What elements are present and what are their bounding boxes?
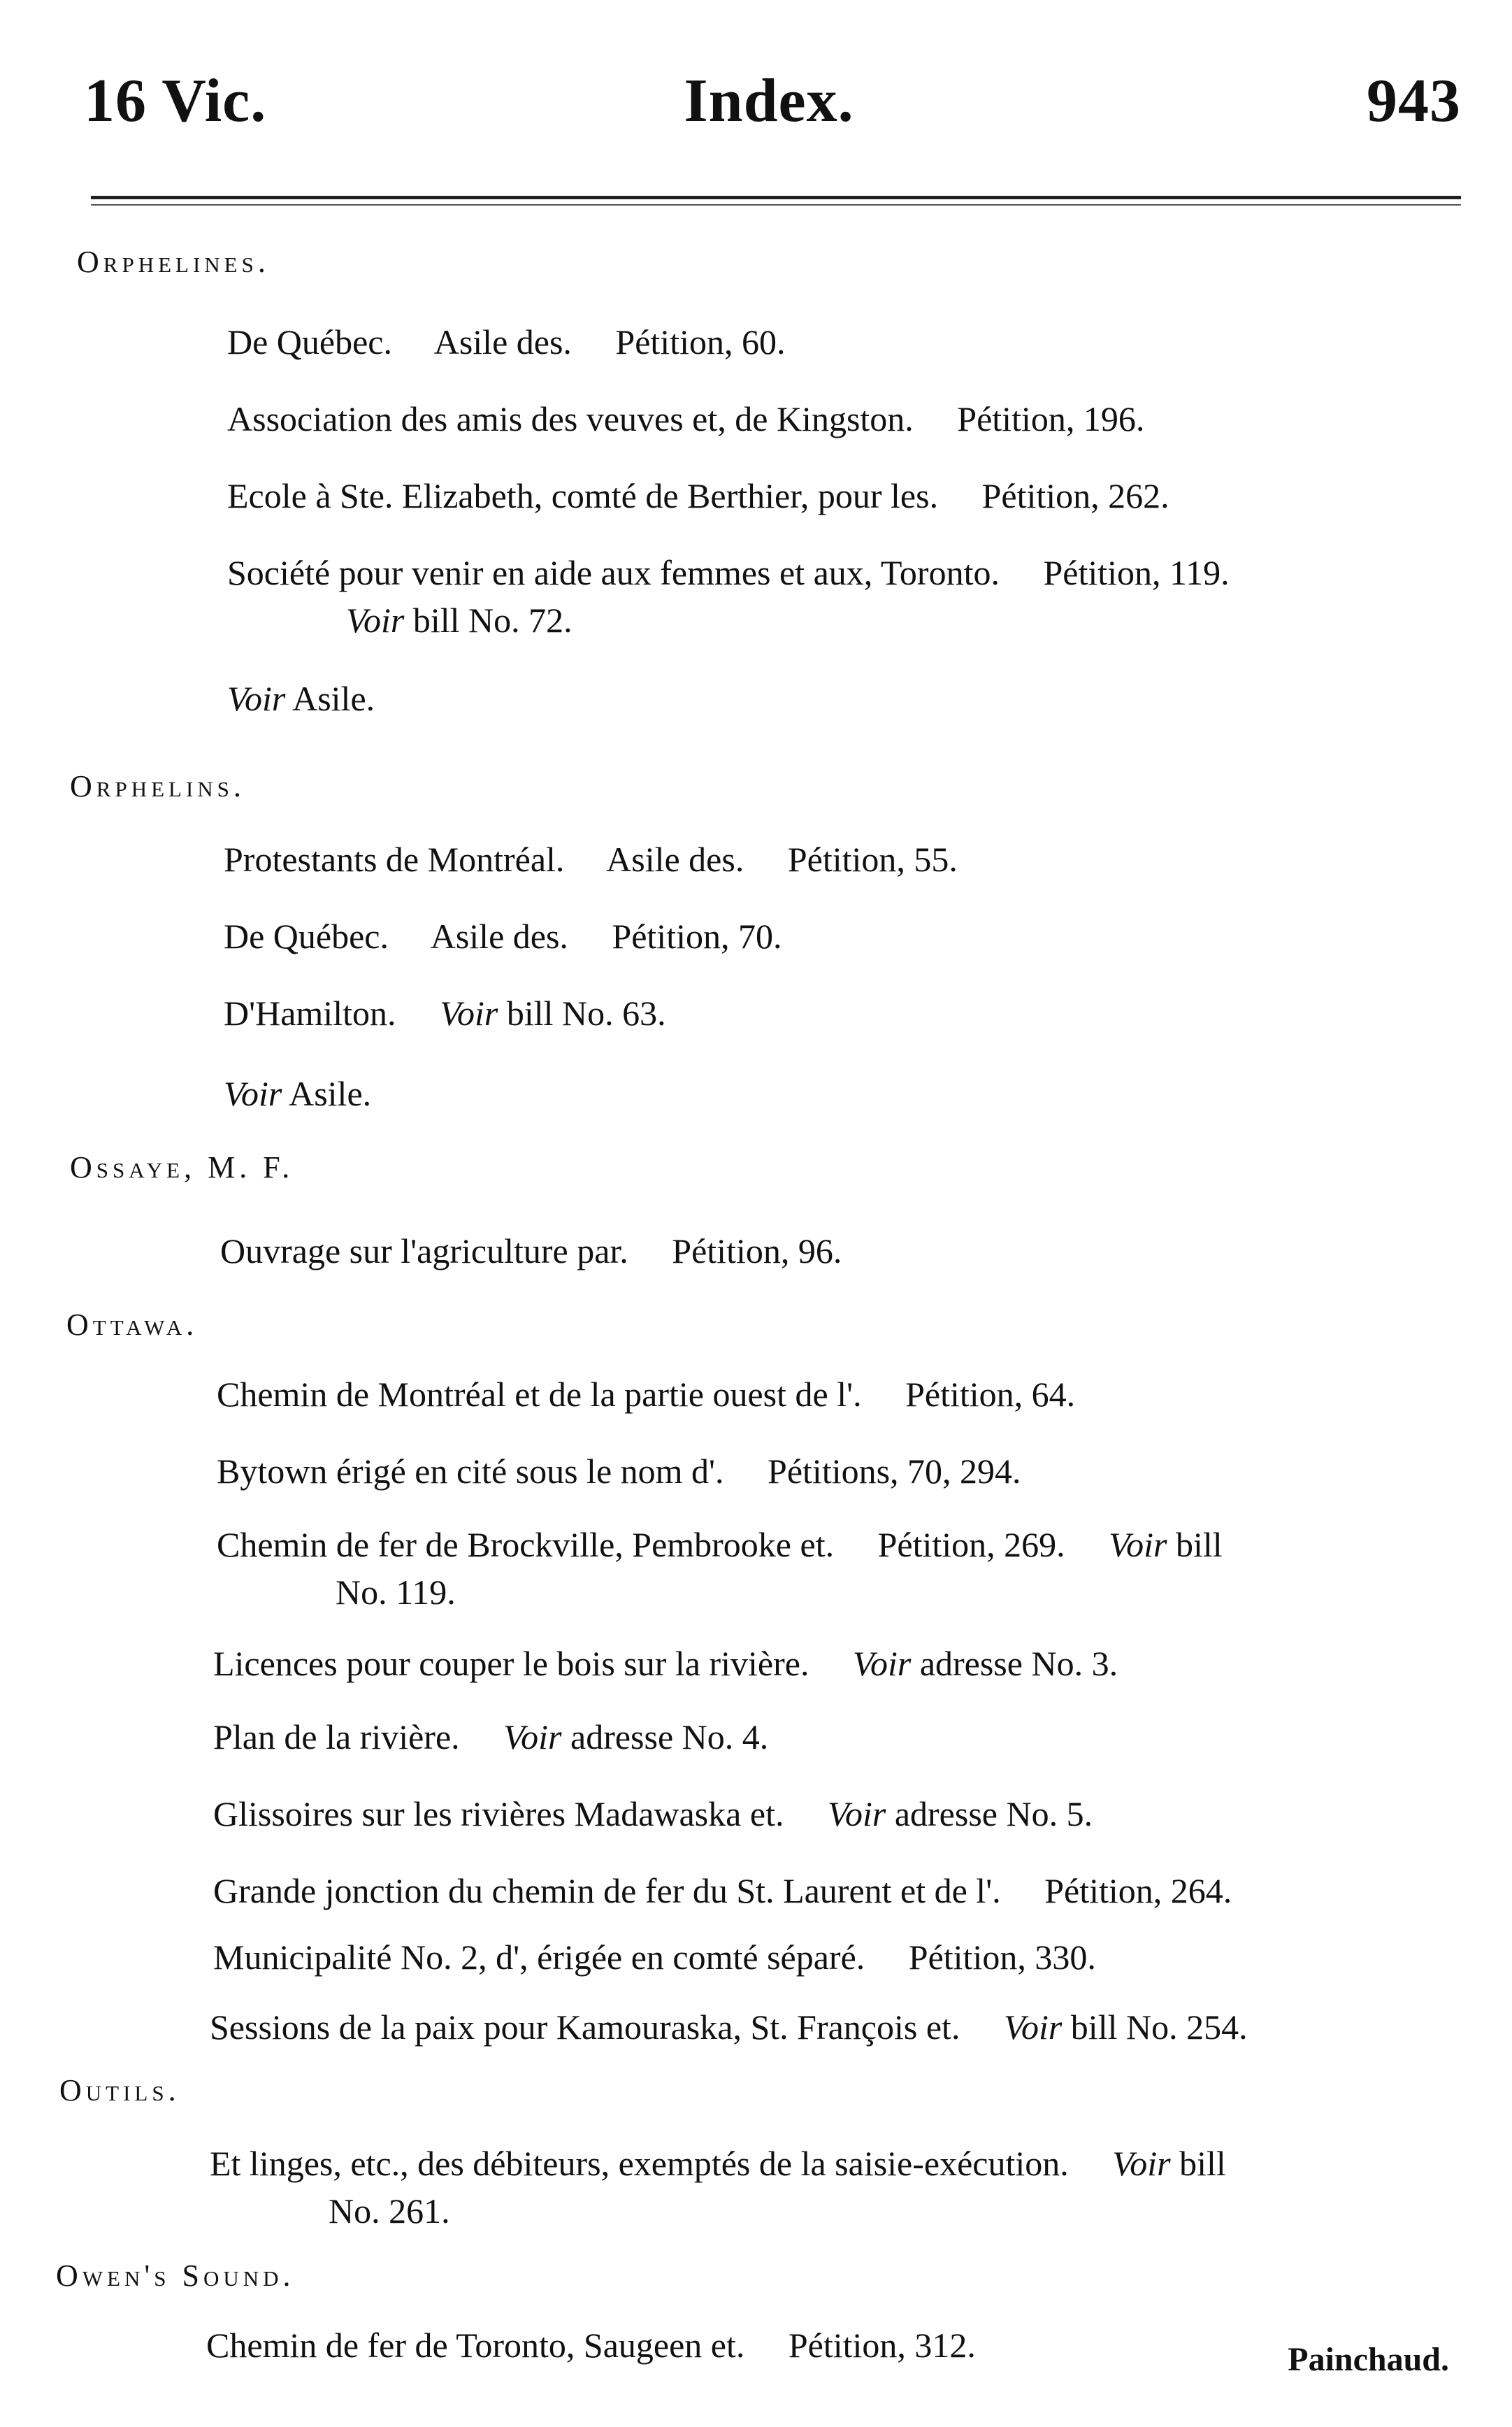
entry-continuation: No. 261. [329,2191,450,2231]
index-entry [224,1070,371,1117]
index-entry [227,395,1144,443]
index-entry [213,1640,1118,1687]
entry-text: Bytown érigé en cité sous le nom d'. Pétitions, 70, 294. [217,1452,1021,1491]
index-entry [213,1713,768,1761]
voir-reference: Voir [1109,1525,1167,1564]
entry-text: Licences pour couper le bois sur la rivière. Voir adresse No. 3. [213,1644,1118,1683]
index-entry [227,549,1230,644]
voir-reference: Voir [346,601,405,640]
header-title: Index. [684,67,854,135]
entry-text: Glissoires sur les rivières Madawaska et. Voir adresse No. 5. [213,1794,1093,1833]
entry-text: Association des amis des veuves et, de Kingston. Pétition, 196. [227,399,1145,438]
header-session: 16 Vic. [84,67,267,135]
index-entry [217,1521,1223,1616]
voir-reference: Voir [503,1717,562,1756]
index-entry [210,2003,1248,2051]
index-entry [217,1370,1075,1418]
entry-text: Ecole à Ste. Elizabeth, comté de Berthier, pour les. Pétition, 262. [227,476,1169,515]
entry-text: Chemin de Montréal et de la partie ouest de l'. Pétition, 64. [217,1375,1076,1414]
heading-orphelines: Orphelines. [77,245,270,279]
entry-text: Sessions de la paix pour Kamouraska, St. François et. Voir bill No. 254. [210,2007,1248,2047]
index-entry [206,2321,976,2369]
entry-text: Grande jonction du chemin de fer du St. Laurent et de l'. Pétition, 264. [213,1871,1232,1910]
voir-reference: Voir [1003,2007,1063,2047]
heading-orphelins: Orphelins. [70,769,245,803]
index-entry [220,1227,842,1275]
index-entry [227,318,786,366]
entry-text: Plan de la rivière. Voir adresse No. 4. [213,1717,769,1756]
index-entry [224,836,958,883]
index-entry [210,2140,1226,2235]
entry-text: Ouvrage sur l'agriculture par. Pétition, 96. [220,1231,842,1270]
voir-reference: Voir [827,1794,886,1833]
signature: Painchaud. [1288,2341,1449,2378]
entry-text: Chemin de fer de Brockville, Pembrooke et. Pétition, 269. Voir bill [217,1525,1223,1564]
heading-ossaye: Ossaye, M. F. [70,1150,294,1184]
entry-text: Voir Asile. [224,1074,372,1113]
index-entry [227,675,375,722]
entry-text: Et linges, etc., des débiteurs, exemptés de la saisie-exécution. Voir bill [210,2144,1226,2183]
entry-continuation: Voir bill No. 72. [346,601,573,640]
entry-text: De Québec. Asile des. Pétition, 60. [227,322,786,361]
page-number: 943 [1367,67,1461,135]
entry-text: Municipalité No. 2, d', érigée en comté séparé. Pétition, 330. [213,1938,1096,1977]
index-entry [213,1790,1093,1838]
entry-text: D'Hamilton. Voir bill No. 63. [224,994,666,1033]
index-entry [227,472,1169,520]
voir-reference: Voir [439,994,498,1033]
voir-reference: Voir [227,679,286,718]
entry-text: Chemin de fer de Toronto, Saugeen et. Pétition, 312. [206,2326,976,2365]
voir-reference: Voir [224,1074,282,1113]
voir-reference: Voir [1112,2144,1171,2183]
entry-text: Voir Asile. [227,679,375,718]
entry-text: Protestants de Montréal. Asile des. Pétition, 55. [224,840,958,879]
heading-ottawa: Ottawa. [66,1308,199,1342]
entry-continuation: No. 119. [336,1573,456,1612]
entry-text: Société pour venir en aide aux femmes et aux, Toronto. Pétition, 119. [227,553,1230,592]
index-entry [213,1867,1232,1914]
voir-reference: Voir [852,1644,912,1683]
index-entry [224,989,666,1037]
entry-text: De Québec. Asile des. Pétition, 70. [224,917,782,956]
heading-outils: Outils. [59,2073,180,2107]
index-entry [217,1447,1021,1495]
heading-owens-sound: Owen's Sound. [56,2258,295,2293]
index-entry [224,912,782,960]
index-entry [213,1933,1096,1981]
